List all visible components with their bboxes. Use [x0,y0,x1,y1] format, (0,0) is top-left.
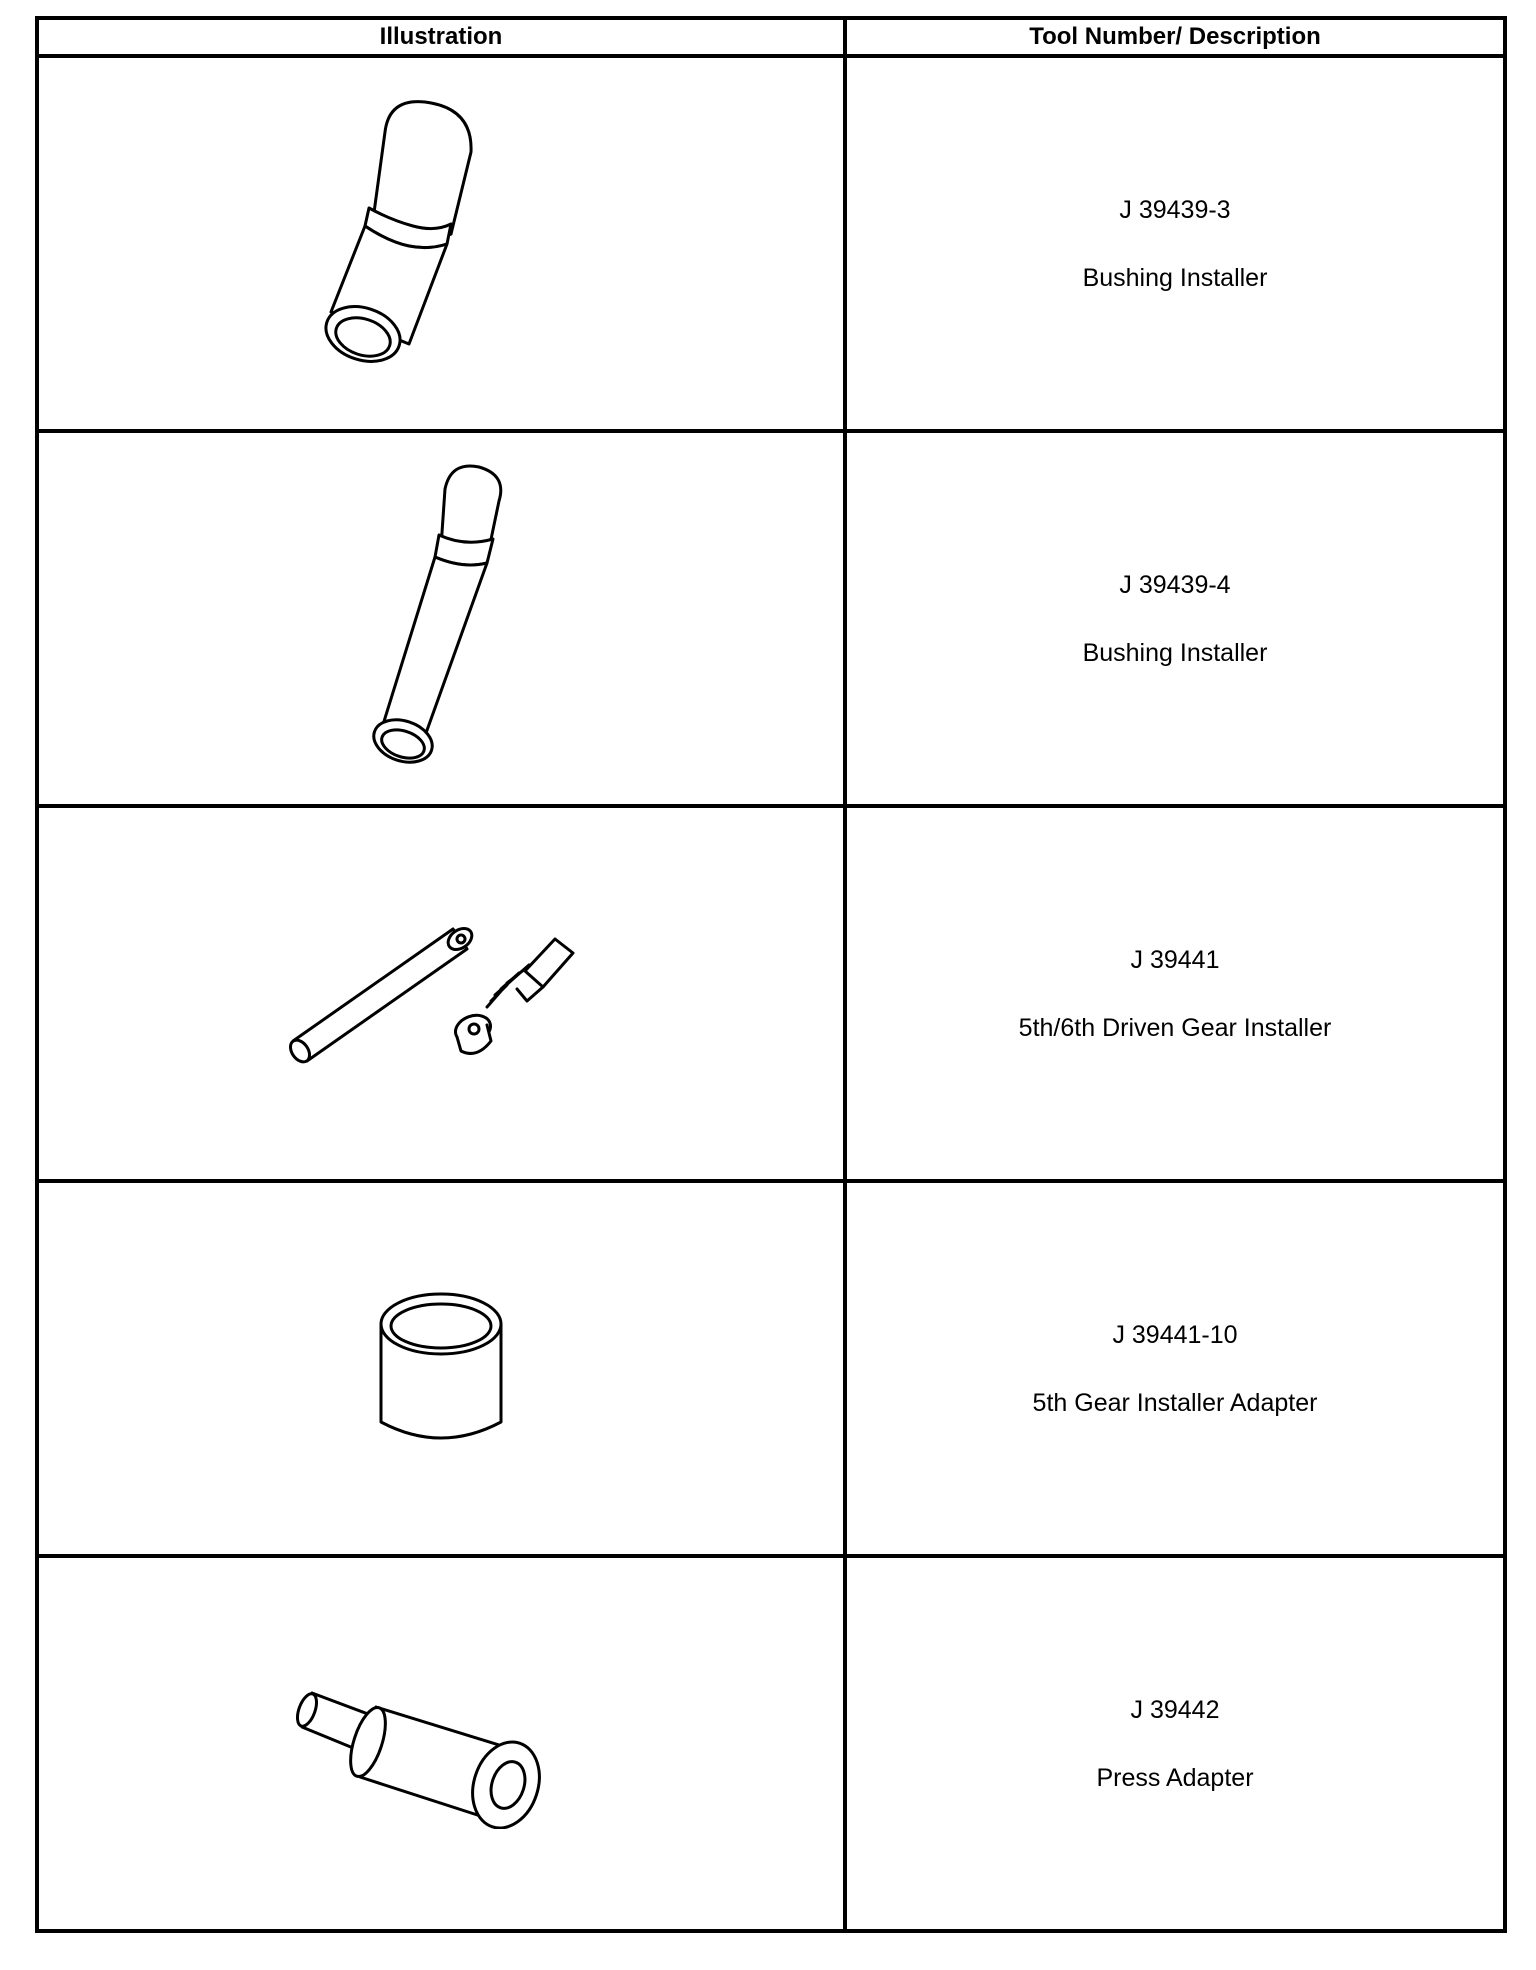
tool-description: 5th Gear Installer Adapter [1032,1388,1318,1417]
description-cell [845,431,1505,806]
table-row [37,806,1505,1181]
tool-description: 5th/6th Driven Gear Installer [1018,1013,1332,1042]
tool-description: Bushing Installer [1082,638,1268,667]
header-illustration: Illustration [37,18,845,56]
illustration-cell [37,1181,845,1556]
table-header-row [37,18,1505,56]
illustration-cell [37,1556,845,1931]
illustration-cell [37,431,845,806]
header-tool-description: Tool Number/ Description [845,18,1505,56]
tool-number: J 39439-4 [1119,570,1231,599]
driven-gear-installer-icon [281,909,601,1079]
gear-installer-adapter-icon [371,1284,511,1454]
tool-number: J 39441-10 [1112,1320,1238,1349]
tool-number: J 39441 [1130,945,1220,974]
description-cell [845,56,1505,431]
tool-number: J 39442 [1130,1695,1220,1724]
special-tools-table [35,16,1507,1933]
table-row [37,1556,1505,1931]
tool-description: Bushing Installer [1082,263,1268,292]
tool-description: Press Adapter [1096,1763,1254,1792]
description-cell [845,1181,1505,1556]
illustration-cell [37,806,845,1181]
illustration-cell [37,56,845,431]
bushing-installer-large-icon [311,94,571,394]
table-row [37,1181,1505,1556]
description-cell [845,1556,1505,1931]
table-row [37,431,1505,806]
press-adapter-icon [296,1659,586,1829]
bushing-installer-small-icon [341,459,541,779]
description-cell [845,806,1505,1181]
table-row [37,56,1505,431]
tool-number: J 39439-3 [1119,195,1231,224]
